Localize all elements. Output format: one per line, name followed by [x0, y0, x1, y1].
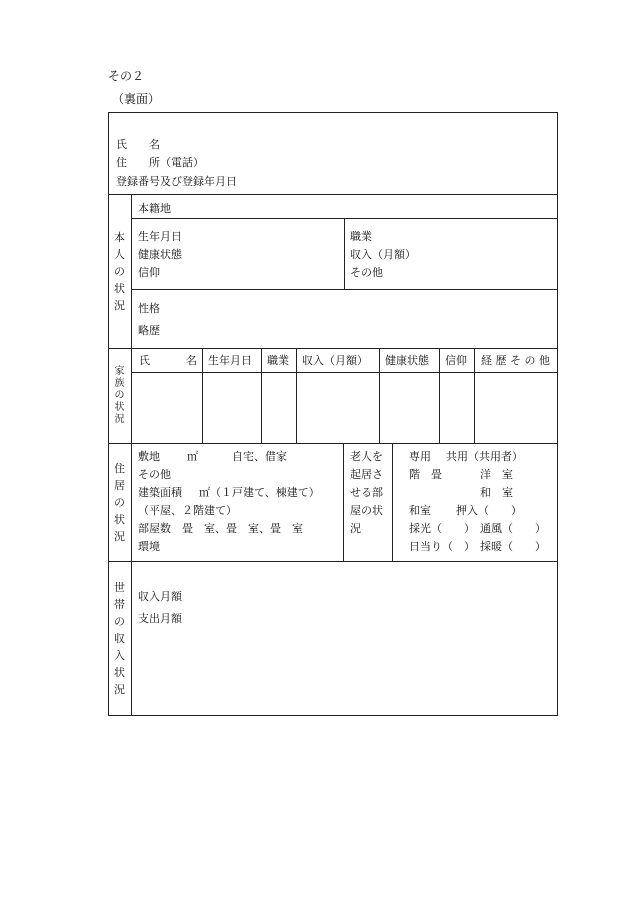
- floors-label: （平屋、２階建て）: [138, 504, 237, 517]
- household-category-label: 世 帯 の 収 入 状 況: [114, 581, 125, 696]
- family-col-income: 収入（月額）: [302, 354, 368, 367]
- divider: [344, 218, 345, 289]
- rooms-label: 部屋数 畳 室、畳 室、畳 室: [138, 522, 303, 535]
- family-col-health: 健康状態: [385, 354, 429, 367]
- other-label: その他: [350, 266, 383, 279]
- land-label: 敷地: [138, 450, 160, 463]
- residence-other-label: その他: [138, 468, 171, 481]
- elderly-room-label-line: 起居さ: [350, 468, 383, 481]
- form-table: [108, 112, 558, 716]
- shared-label: 共用（共用者）: [446, 450, 523, 463]
- divider: [392, 443, 393, 561]
- building-type-label: ㎡（１戸建て、棟建て）: [199, 486, 320, 499]
- divider: [379, 348, 380, 443]
- family-col-history: 経 歴 そ の 他: [481, 354, 550, 367]
- floor-tatami-label: 階 畳: [409, 468, 442, 481]
- divider: [131, 289, 558, 290]
- family-col-faith: 信仰: [445, 354, 467, 367]
- divider: [108, 348, 558, 349]
- japanese-room-label: 和室: [409, 504, 431, 517]
- elderly-room-label-line: 屋の状: [350, 504, 383, 517]
- self-category-label: 本 人 の 状 況: [114, 230, 125, 312]
- heating-label: 採暖（ ）: [480, 540, 546, 553]
- personality-label: 性格: [138, 302, 160, 315]
- sunlight-label: 日当り（ ）: [409, 540, 475, 553]
- residence-category-label: 住 居 の 状 況: [114, 461, 125, 543]
- elderly-room-label-line: 老人を: [350, 450, 383, 463]
- divider: [131, 372, 558, 373]
- divider: [108, 443, 558, 444]
- divider: [474, 348, 475, 443]
- elderly-room-label-line: せる部: [350, 486, 383, 499]
- japanese-room-count-label: 和 室: [480, 486, 513, 499]
- family-col-occupation: 職業: [267, 354, 289, 367]
- occupation-label: 職業: [350, 230, 372, 243]
- income-label: 収入（月額）: [350, 248, 416, 261]
- faith-label: 信仰: [138, 266, 160, 279]
- divider: [202, 348, 203, 443]
- name-label: 氏 名: [116, 138, 160, 151]
- divider: [108, 561, 558, 562]
- exclusive-label: 専用: [409, 450, 431, 463]
- monthly-income-label: 収入月額: [138, 590, 182, 603]
- family-col-name-first: 氏: [139, 354, 150, 367]
- elderly-room-label-line: 況: [350, 522, 361, 535]
- registration-label: 登録番号及び登録年月日: [116, 175, 237, 188]
- divider: [131, 194, 132, 716]
- form-number: その２: [108, 69, 145, 83]
- divider: [261, 348, 262, 443]
- environment-label: 環境: [138, 540, 160, 553]
- lighting-label: 採光（ ）: [409, 522, 475, 535]
- birthdate-label: 生年月日: [138, 230, 182, 243]
- history-label: 略歴: [138, 324, 160, 337]
- divider: [296, 348, 297, 443]
- closet-label: 押入（ ）: [456, 504, 522, 517]
- address-label: 住 所（電話）: [116, 156, 204, 169]
- divider: [439, 348, 440, 443]
- monthly-expense-label: 支出月額: [138, 612, 182, 625]
- domicile-label: 本籍地: [138, 202, 171, 215]
- family-col-birthdate: 生年月日: [208, 354, 252, 367]
- western-room-label: 洋 室: [480, 468, 513, 481]
- family-col-name-last: 名: [186, 354, 197, 367]
- family-category-label: 家 族 の 状 況: [114, 365, 125, 425]
- form-side-label: （裏面）: [112, 92, 161, 106]
- health-label: 健康状態: [138, 248, 182, 261]
- ventilation-label: 通風（ ）: [480, 522, 546, 535]
- divider: [108, 194, 558, 195]
- divider: [343, 443, 344, 561]
- own-rent-label: 自宅、借家: [232, 450, 287, 463]
- land-sqm-unit: ㎡: [187, 450, 198, 463]
- building-area-label: 建築面積: [138, 486, 182, 499]
